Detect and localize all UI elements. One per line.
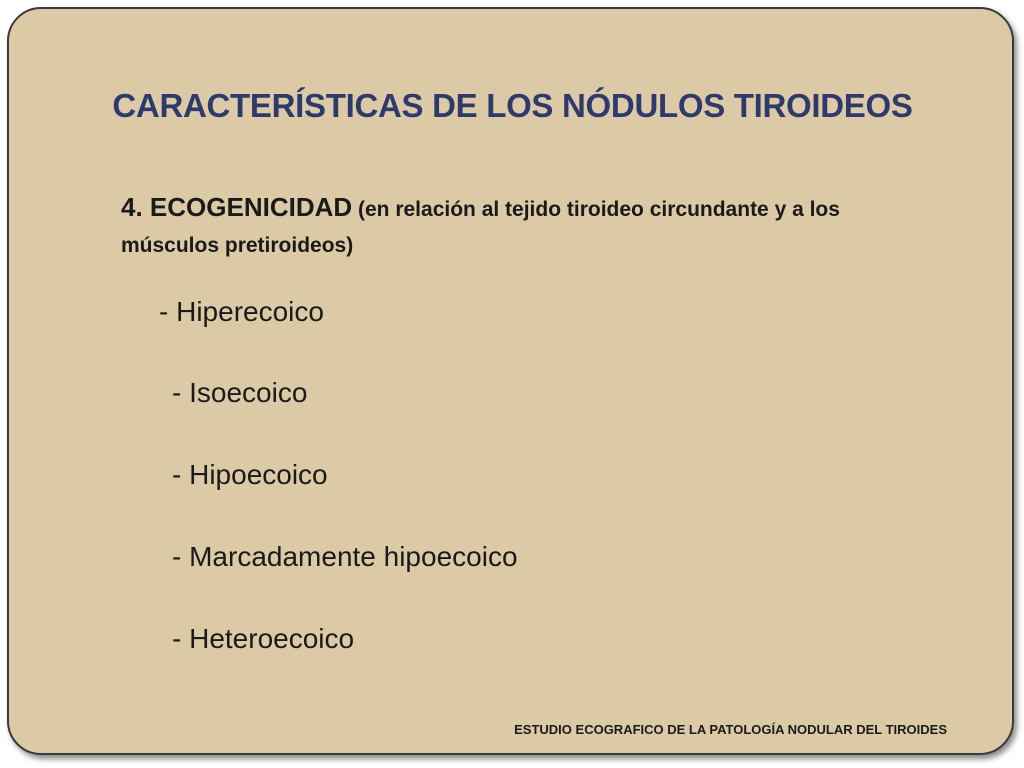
list-item-heteroecoico: - Heteroecoico <box>172 623 355 654</box>
section-heading <box>121 189 921 264</box>
list-item-hiperecoico: - Hiperecoico <box>159 296 324 327</box>
slide-footer: ESTUDIO ECOGRAFICO DE LA PATOLOGÍA NODULAR DEL TIROIDES <box>514 722 947 737</box>
list-item-isoecoico: - Isoecoico <box>172 377 308 408</box>
section-number-title: 4. ECOGENICIDAD <box>121 192 353 222</box>
slide-frame <box>7 7 1014 755</box>
section-qualifier: (en relación al tejido tiroideo circundante y a los músculos pretiroideos) <box>121 198 840 257</box>
list-item-marcadamente-hipoecoico: - Marcadamente hipoecoico <box>172 541 518 572</box>
slide-title: CARACTERÍSTICAS DE LOS NÓDULOS TIROIDEOS <box>112 87 913 124</box>
list-item-hipoecoico: - Hipoecoico <box>172 459 328 490</box>
